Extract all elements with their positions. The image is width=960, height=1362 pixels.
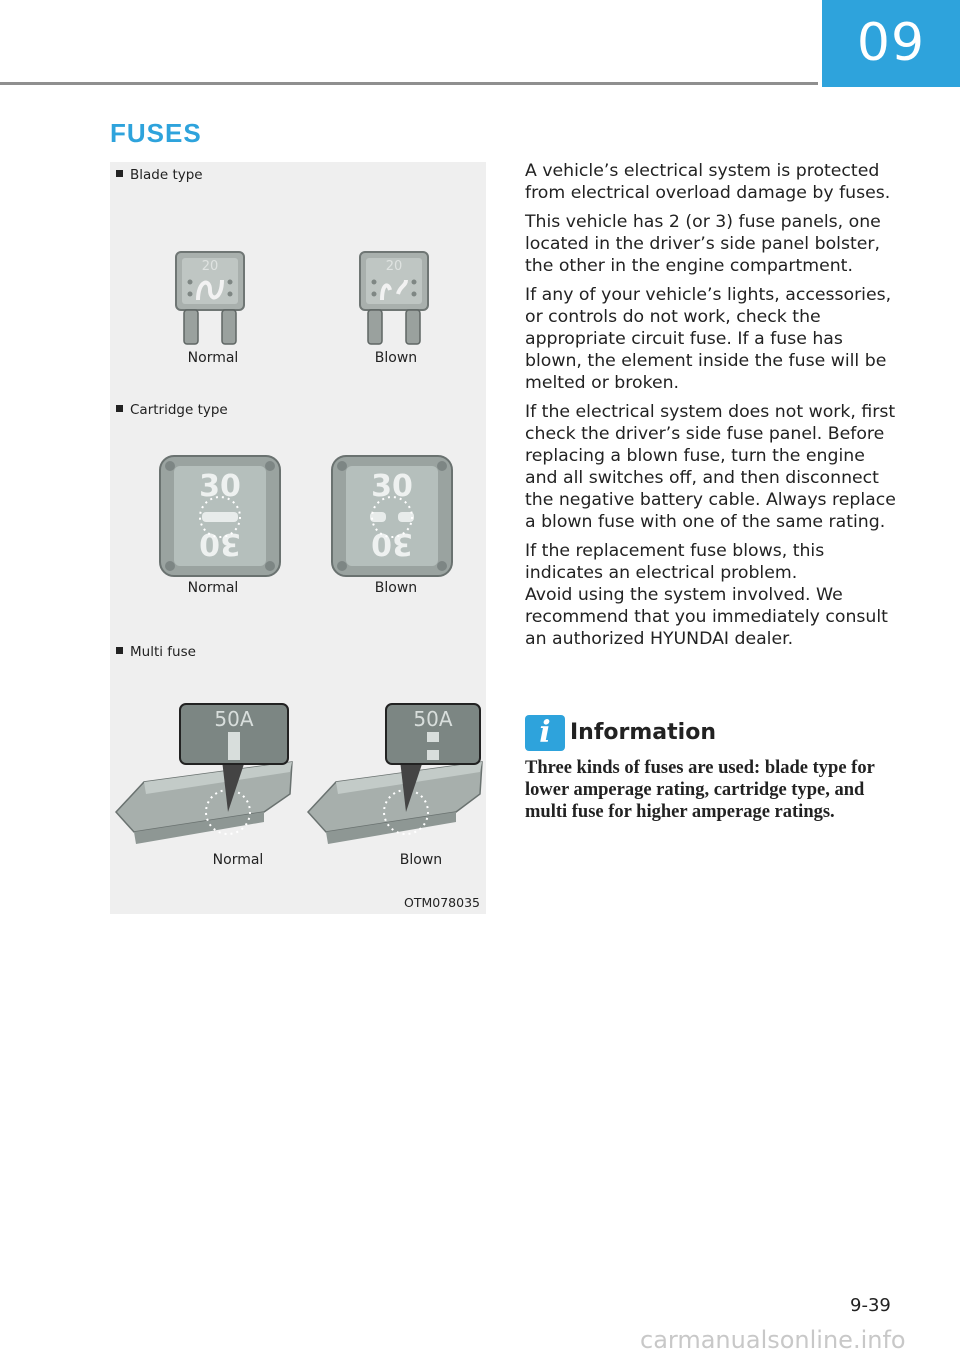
section-title: FUSES [110, 118, 202, 148]
multi-blown-rating: 50A [413, 707, 453, 731]
info-icon: i [525, 715, 565, 751]
blade-normal-rating: 20 [201, 259, 219, 274]
multi-blown-caption: Blown [399, 852, 443, 868]
cartridge-blown-rating-mirror: 30 [371, 526, 413, 561]
paragraph: If any of your vehicle’s lights, accessories, or controls do not work, check the appropriate circuit fuse. If a fuse has blown, the element inside the fuse will be melted or broken. [525, 285, 892, 393]
header-rule [0, 82, 818, 85]
blade-blown-rating: 20 [385, 259, 403, 274]
cartridge-normal-caption: Normal [187, 580, 239, 596]
multi-fuse-label: Multi fuse [116, 644, 196, 660]
multi-normal-caption: Normal [212, 852, 264, 868]
blade-fuse-blown [354, 250, 434, 350]
blade-blown-caption: Blown [374, 350, 418, 366]
multi-fuse-blown [306, 702, 486, 852]
cartridge-normal-rating-mirror: 30 [199, 526, 241, 561]
cartridge-normal-rating: 30 [199, 469, 241, 504]
info-title: Information [570, 720, 716, 745]
chapter-number: 09 [822, 0, 960, 87]
cartridge-fuse-normal [158, 454, 282, 578]
paragraph: If the electrical system does not work, first check the driver’s side fuse panel. Before replacing a blown fuse, turn the engine and all switches off, and then disconnect the negative battery cable. Always replace a blown fuse with one of the same rating. [525, 402, 896, 532]
blade-normal-caption: Normal [187, 350, 239, 366]
blade-type-label: Blade type [116, 167, 203, 183]
cartridge-type-label: Cartridge type [116, 402, 228, 418]
multi-fuse-normal [114, 702, 294, 852]
paragraph: Avoid using the system involved. We recommend that you immediately consult an authorized HYUNDAI dealer. [525, 585, 888, 649]
multi-normal-rating: 50A [214, 707, 254, 731]
figure-code: OTM078035 [404, 895, 480, 910]
info-text: Three kinds of fuses are used: blade type for lower amperage rating, cartridge type, and multi fuse for higher amperage ratings. [525, 758, 875, 822]
cartridge-blown-caption: Blown [374, 580, 418, 596]
cartridge-blown-rating: 30 [371, 469, 413, 504]
paragraph: A vehicle’s electrical system is protected from electrical overload damage by fuses. [525, 161, 891, 203]
watermark: carmanualsonline.info [640, 1326, 906, 1354]
paragraph: If the replacement fuse blows, this indicates an electrical problem. [525, 541, 825, 583]
cartridge-fuse-blown [330, 454, 454, 578]
fuse-illustration [110, 162, 486, 914]
body-text [525, 160, 900, 657]
paragraph: This vehicle has 2 (or 3) fuse panels, one located in the driver’s side panel bolster, the other in the engine compartment. [525, 212, 881, 276]
page-number: 9-39 [850, 1295, 891, 1316]
blade-fuse-normal [170, 250, 250, 350]
